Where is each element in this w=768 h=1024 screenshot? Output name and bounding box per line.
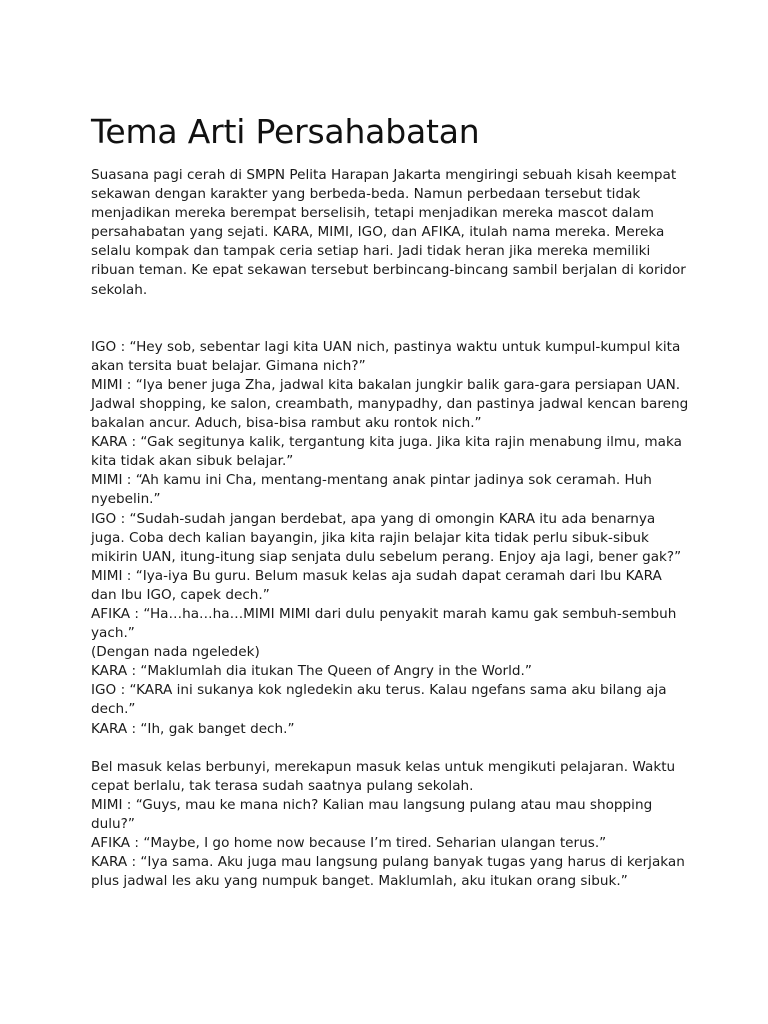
dialogue-line: MIMI : “Iya-iya Bu guru. Belum masuk kelas aja sudah dapat ceramah dari Ibu KARA dan Ibu IGO, capek dech.” bbox=[91, 567, 662, 603]
document-page bbox=[91, 108, 691, 891]
spacer bbox=[91, 300, 691, 338]
spacer bbox=[91, 739, 691, 758]
document-title: Tema Arti Persahabatan bbox=[91, 112, 480, 151]
dialogue-line: AFIKA : “Ha…ha…ha…MIMI MIMI dari dulu penyakit marah kamu gak sembuh-sembuh yach.” bbox=[91, 605, 677, 642]
narration-paragraph: Bel masuk kelas berbunyi, merekapun masuk kelas untuk mengikuti pelajaran. Waktu cepat berlalu, tak terasa sudah saatnya pulang sekolah. bbox=[91, 758, 676, 794]
dialogue-line: AFIKA : “Maybe, I go home now because I’m tired. Seharian ulangan terus.” bbox=[91, 835, 607, 851]
dialogue-line: (Dengan nada ngeledek) bbox=[91, 644, 260, 661]
dialogue-line: IGO : “Hey sob, sebentar lagi kita UAN nich, pastinya waktu untuk kumpul-kumpul kita akan tersita buat belajar. Gimana nich?” bbox=[91, 338, 681, 374]
dialogue-line: KARA : “Gak segitunya kalik, tergantung kita juga. Jika kita rajin menabung ilmu, maka kita tidak akan sibuk belajar.” bbox=[91, 434, 682, 470]
dialogue-line: MIMI : “Iya bener juga Zha, jadwal kita bakalan jungkir balik gara-gara persiapan UAN. Jadwal shopping, ke salon, creambath, manypadhy, dan pastinya jadwal kencan bareng bakalan ancur. Aduch, bisa-bisa rambut aku rontok nich.” bbox=[91, 376, 689, 432]
dialogue-line: IGO : “KARA ini sukanya kok ngledekin aku terus. Kalau ngefans sama aku bilang aja dech.” bbox=[91, 682, 667, 718]
dialogue-line: MIMI : “Ah kamu ini Cha, mentang-mentang anak pintar jadinya sok ceramah. Huh nyebelin.” bbox=[91, 472, 652, 508]
dialogue-block-2 bbox=[91, 796, 691, 891]
intro-paragraph: Suasana pagi cerah di SMPN Pelita Harapan Jakarta mengiringi sebuah kisah keempat sekawan dengan karakter yang berbeda-beda. Namun perbedaan tersebut tidak menjadikan mereka berempat berselisih, tetapi menjadikan mereka mascot dalam persahabatan yang sejati. KARA, MIMI, IGO, dan AFIKA, itulah nama mereka. Mereka selalu kompak dan tampak ceria setiap hari. Jadi tidak heran jika mereka memiliki ribuan teman. Ke epat sekawan tersebut berbincang-bincang sambil berjalan di koridor sekolah. bbox=[91, 167, 686, 298]
dialogue-line: KARA : “Ih, gak banget dech.” bbox=[91, 720, 295, 737]
dialogue-line: IGO : “Sudah-sudah jangan berdebat, apa yang di omongin KARA itu ada benarnya juga. Coba dech kalian bayangin, jika kita rajin belajar kita tidak perlu sibuk-sibuk mikirin UAN, itung-itung siap senjata dulu sebelum perang. Enjoy aja lagi, bener gak?” bbox=[91, 510, 682, 565]
dialogue-block-1 bbox=[91, 338, 691, 739]
dialogue-line: MIMI : “Guys, mau ke mana nich? Kalian mau langsung pulang atau mau shopping dulu?” bbox=[91, 796, 653, 832]
dialogue-line: KARA : “Maklumlah dia itukan The Queen of Angry in the World.” bbox=[91, 663, 532, 680]
dialogue-line: KARA : “Iya sama. Aku juga mau langsung pulang banyak tugas yang harus di kerjakan plus jadwal les aku yang numpuk banget. Maklumlah, aku itukan orang sibuk.” bbox=[91, 854, 685, 890]
